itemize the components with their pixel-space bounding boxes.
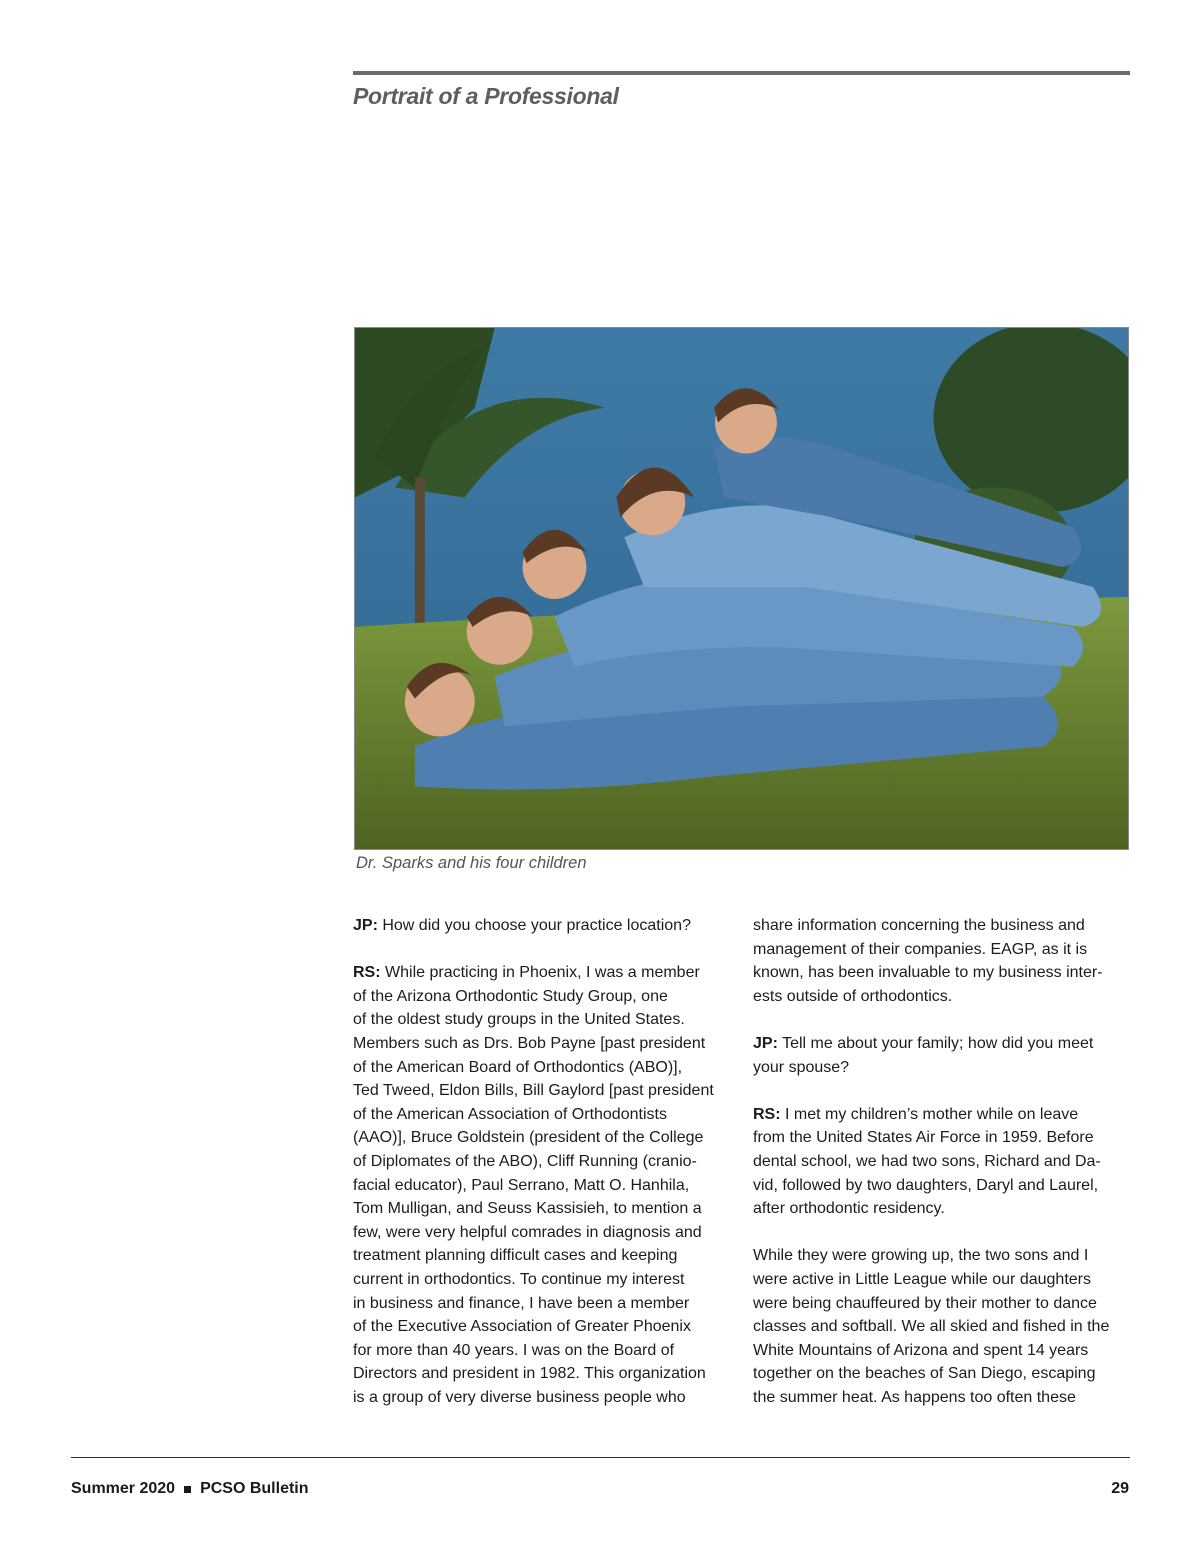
text-line: of the oldest study groups in the United States. xyxy=(353,1011,685,1029)
page-number: 29 xyxy=(1111,1480,1129,1497)
speaker-label: JP: xyxy=(353,917,378,934)
text-line: treatment planning difficult cases and keeping xyxy=(353,1247,678,1265)
header-rule xyxy=(353,71,1130,75)
text-line: Ted Tweed, Eldon Bills, Bill Gaylord [past president xyxy=(353,1082,714,1100)
text-line: known, has been invaluable to my business inter- xyxy=(753,964,1103,982)
text-line: Members such as Drs. Bob Payne [past president xyxy=(353,1034,706,1052)
text-line: classes and softball. We all skied and fished in the xyxy=(753,1318,1110,1336)
text-line: dental school, we had two sons, Richard and Da- xyxy=(753,1152,1101,1170)
text-line: Tell me about your family; how did you meet xyxy=(777,1034,1094,1052)
text-line: is a group of very diverse business people who xyxy=(353,1388,686,1406)
text-line: of the Executive Association of Greater Phoenix xyxy=(353,1318,691,1336)
publication-name: PCSO Bulletin xyxy=(200,1480,309,1497)
family-photo xyxy=(354,327,1129,850)
answer-paragraph xyxy=(753,1103,1131,1221)
text-line: While practicing in Phoenix, I was a member xyxy=(380,964,700,982)
text-line: of Diplomates of the ABO), Cliff Running (cranio- xyxy=(353,1152,697,1170)
question-paragraph xyxy=(353,914,733,938)
text-line: White Mountains of Arizona and spent 14 years xyxy=(753,1341,1089,1359)
text-line: of the American Association of Orthodontists xyxy=(353,1105,667,1123)
text-line: I met my children’s mother while on leave xyxy=(780,1105,1079,1123)
footer-rule xyxy=(71,1457,1130,1458)
text-line: few, were very helpful comrades in diagnosis and xyxy=(353,1223,702,1241)
footer-issue xyxy=(71,1480,309,1498)
text-line: vid, followed by two daughters, Daryl and Laurel, xyxy=(753,1176,1099,1194)
text-line: Tom Mulligan, and Seuss Kassisieh, to mention a xyxy=(353,1200,702,1218)
text-line: in business and finance, I have been a member xyxy=(353,1294,690,1312)
text-line: the summer heat. As happens too often these xyxy=(753,1388,1076,1406)
family-photo-illustration xyxy=(355,328,1128,849)
text-line: after orthodontic residency. xyxy=(753,1200,945,1218)
text-line: Directors and president in 1982. This organization xyxy=(353,1365,706,1383)
article-column-left xyxy=(353,914,733,1433)
text-line: were being chauffeured by their mother to dance xyxy=(753,1294,1097,1312)
article-column-right xyxy=(753,914,1131,1433)
answer-paragraph xyxy=(353,961,733,1409)
text-line: of the Arizona Orthodontic Study Group, one xyxy=(353,987,668,1005)
issue-label: Summer 2020 xyxy=(71,1480,176,1497)
text-line: current in orthodontics. To continue my interest xyxy=(353,1270,685,1288)
question-paragraph xyxy=(753,1032,1131,1079)
text-line: of the American Board of Orthodontics (ABO)], xyxy=(353,1058,683,1076)
speaker-label: JP: xyxy=(753,1034,778,1052)
continued-paragraph xyxy=(753,914,1131,1008)
body-paragraph xyxy=(753,1244,1131,1409)
section-title: Portrait of a Professional xyxy=(353,83,619,109)
text-line: facial educator), Paul Serrano, Matt O. Hanhila, xyxy=(353,1176,690,1194)
speaker-label: RS: xyxy=(753,1105,781,1123)
text-line: together on the beaches of San Diego, escaping xyxy=(753,1365,1096,1383)
question-text: How did you choose your practice location? xyxy=(377,917,691,934)
text-line: were active in Little League while our daughters xyxy=(753,1270,1091,1288)
text-line: ests outside of orthodontics. xyxy=(753,987,953,1005)
speaker-label: RS: xyxy=(353,964,381,982)
text-line: for more than 40 years. I was on the Board of xyxy=(353,1341,675,1359)
text-line: from the United States Air Force in 1959. Before xyxy=(753,1129,1094,1147)
photo-caption: Dr. Sparks and his four children xyxy=(356,854,587,872)
square-bullet-icon xyxy=(184,1486,191,1493)
text-line: While they were growing up, the two sons and I xyxy=(753,1247,1089,1265)
text-line: management of their companies. EAGP, as it is xyxy=(753,940,1088,958)
text-line: share information concerning the business and xyxy=(753,917,1085,934)
text-line: (AAO)], Bruce Goldstein (president of the College xyxy=(353,1129,704,1147)
text-line: your spouse? xyxy=(753,1058,850,1076)
